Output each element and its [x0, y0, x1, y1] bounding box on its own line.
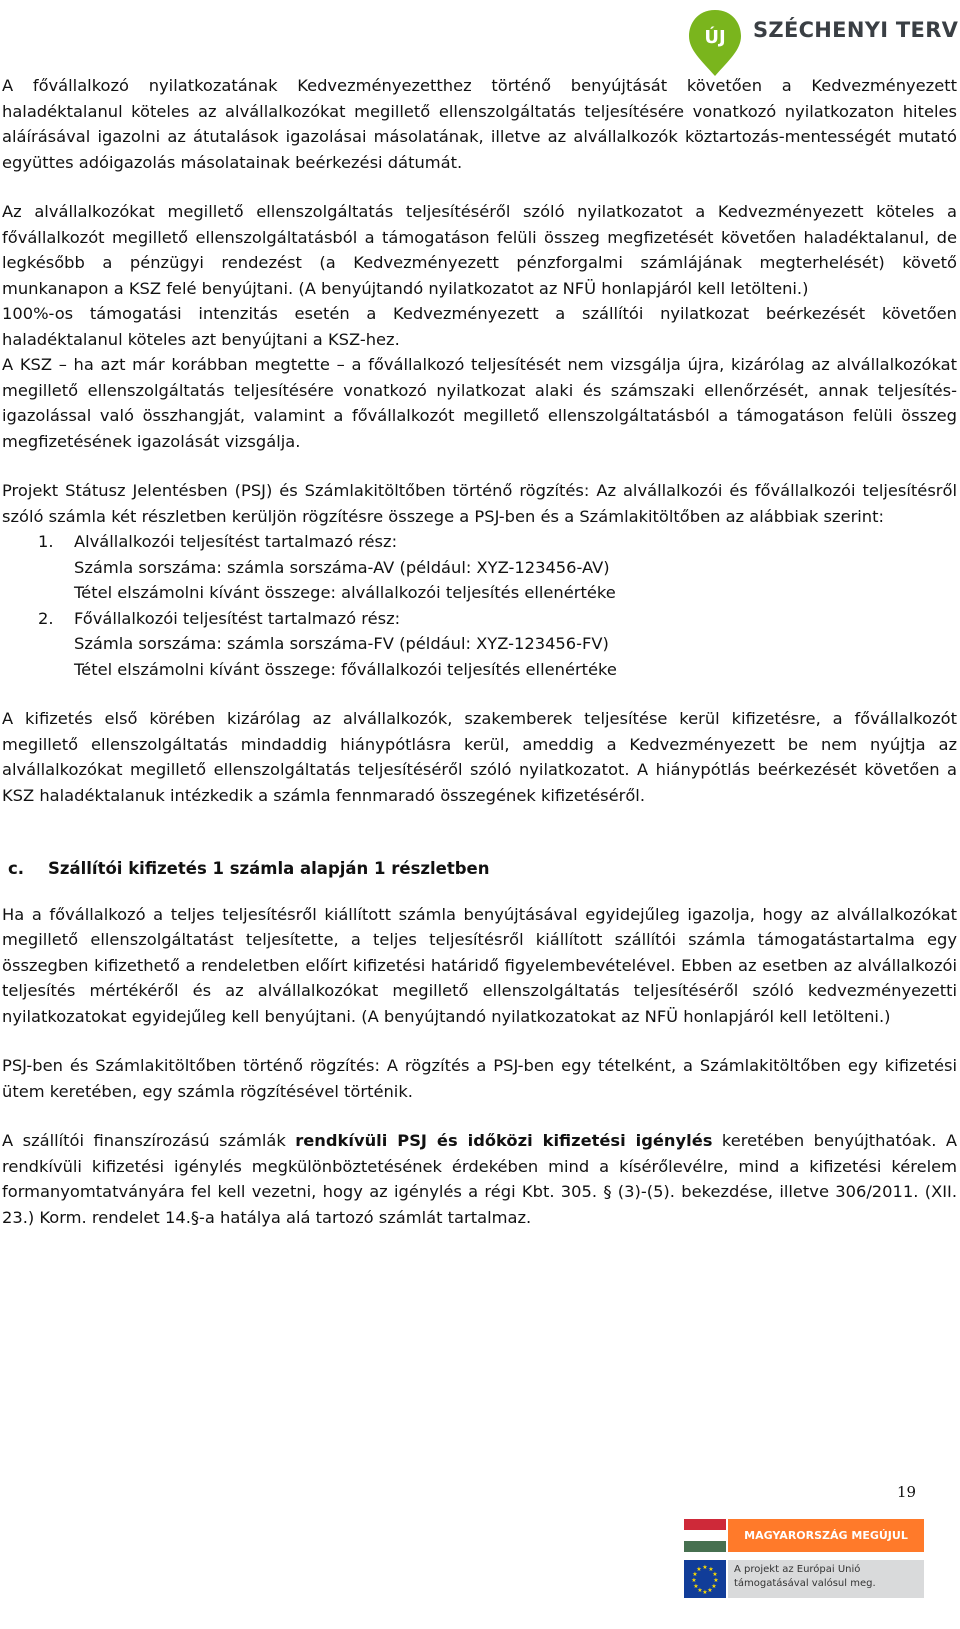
paragraph-7: Ha a fővállalkozó a teljes teljesítésről kiállított számla benyújtásával egyidejűleg igazolja, hogy az alvállalkozókat megillető ellenszolgáltatást teljesítette, a teljes teljesítésről kiállított szállítói számla támogatástartalma egy összegben kifizethető a rendeletben előírt kifizetési határidő figyelembevételével. Ebben az esetben az alvállalkozói teljesítés mértékéről és az alvállalkozókat megillető ellenszolgáltatás teljesítéséről szóló kedvezményezetti nyilatkozatokat egyidejűleg kell benyújtani. (A benyújtandó nyilatkozatokat az NFÜ honlapjáról kell letölteni.)	[2, 904, 957, 1026]
svg-text:★: ★	[691, 1577, 697, 1584]
paragraph-9-end: keretében benyújthatóak. A rendkívüli kifizetési igénylés megkülönböztetésének érdekében mind a kísérőlevélre, mind a kifizetési kérelem formanyomtatványára fel kell vezetni, hogy az igénylés a régi Kbt. 305. § (3)-(5). bekezdése, illetve 306/2011. (XII. 23.) Korm. rendelet 14.§-a hatálya alá tartozó számlát tartalmaz.	[2, 1131, 957, 1227]
list-item-title: Alvállalkozói teljesítést tartalmazó rész:	[74, 532, 398, 551]
svg-text:★: ★	[702, 1589, 708, 1596]
svg-text:★: ★	[707, 1587, 713, 1594]
svg-text:★: ★	[693, 1583, 699, 1590]
section-heading	[2, 856, 957, 882]
paragraph-6: A kifizetés első körében kizárólag az alvállalkozók, szakemberek teljesítése kerül kifizetésre, a fővállalkozót megillető ellenszolgáltatás mindaddig hiánypótlásra kerül, ameddig a Kedvezményezett be nem nyújtja az alvállalkozókat megillető ellenszolgáltatás teljesítéséről szóló nyilatkozatot. A hiánypótlás beérkezését követően a KSZ haladéktalanuk intézkedik a számla fennmaradó összegének kifizetéséről.	[2, 709, 957, 805]
svg-text:★: ★	[702, 1564, 708, 1571]
logo-mark: ÚJ	[704, 27, 726, 48]
page-number: 19	[897, 1483, 917, 1501]
section-number: c.	[8, 859, 25, 878]
logo-text: SZÉCHENYI TERV	[753, 18, 959, 42]
numbered-list	[2, 529, 957, 682]
eu-funding-logo	[684, 1519, 924, 1611]
paragraph-9	[2, 1128, 957, 1230]
hungarian-flag-icon	[684, 1519, 726, 1552]
paragraph-2: Az alvállalkozókat megillető ellenszolgáltatás teljesítéséről szóló nyilatkozatot a Kedvezményezett köteles a fővállalkozót megillető ellenszolgáltatásból a támogatáson felüli összeg megfizetését követően haladéktalanul, de legkésőbb a pénzügyi rendezést (a Kedvezményezett pénzforgalmi számlájának megterhelését) követő munkanapon a KSZ felé benyújtani. (A benyújtandó nyilatkozatot az NFÜ honlapjáról kell letölteni.)	[2, 202, 957, 298]
paragraph-5: Projekt Státusz Jelentésben (PSJ) és Számlakitöltőben történő rögzítés: Az alvállalkozói és fővállalkozói teljesítésről szóló számla két részletben kerüljön rögzítésre összege a PSJ-ben és a Számlakitöltőben az alábbiak szerint:	[2, 481, 957, 526]
paragraph-9-bold: rendkívüli PSJ és időközi kifizetési igénylés	[295, 1131, 713, 1150]
paragraph-1: A fővállalkozó nyilatkozatának Kedvezményezetthez történő benyújtását követően a Kedvezményezett haladéktalanul köteles az alvállalkozókat megillető ellenszolgáltatás teljesítésére vonatkozó nyilatkozaton hiteles aláírásával igazolni az átutalások igazolásai másolatának, illetve az alvállalkozók köztartozás-mentességét mutató együttes adóigazolás másolatainak beérkezési dátumát.	[2, 76, 957, 172]
list-item	[2, 529, 957, 606]
list-item-line: Számla sorszáma: számla sorszáma-AV (például: XYZ-123456-AV)	[74, 557, 610, 577]
svg-text:★: ★	[692, 1571, 698, 1578]
list-item-line: Számla sorszáma: számla sorszáma-FV (például: XYZ-123456-FV)	[74, 634, 609, 653]
document-body	[2, 73, 957, 1230]
leaf-logo-icon	[685, 6, 745, 76]
svg-text:★: ★	[711, 1583, 717, 1590]
list-item	[2, 606, 957, 683]
banner-text: MAGYARORSZÁG MEGÚJUL	[728, 1519, 924, 1552]
svg-text:★: ★	[708, 1566, 714, 1573]
list-item-title: Fővállalkozói teljesítést tartalmazó rész:	[74, 608, 401, 628]
paragraph-4: A KSZ – ha azt már korábban megtette – a fővállalkozó teljesítését nem vizsgálja újra, kizárólag az alvállalkozókat megillető ellenszolgáltatás teljesítésére vonatkozó nyilatkozat alaki és számszaki ellenőrzését, annak teljesítés-igazolással való összhangját, valamint a fővállalkozót megillető ellenszolgáltatásból a támogatáson felüli összeg megfizetésének igazolását vizsgálja.	[2, 355, 957, 451]
eu-text-line: A projekt az Európai Unió	[734, 1564, 861, 1575]
eu-text	[734, 1563, 876, 1591]
list-item-number: 1.	[38, 532, 54, 551]
paragraph-3: 100%-os támogatási intenzitás esetén a Kedvezményezett a szállítói nyilatkozat beérkezését követően haladéktalanul köteles azt benyújtani a KSZ-hez.	[2, 304, 957, 349]
eu-flag-icon	[684, 1560, 726, 1598]
svg-text:★: ★	[696, 1566, 702, 1573]
section-title: Szállítói kifizetés 1 számla alapján 1 részletben	[48, 859, 490, 878]
list-item-line: Tétel elszámolni kívánt összege: fővállalkozói teljesítés ellenértéke	[74, 659, 617, 679]
paragraph-9-start: A szállítói finanszírozású számlák	[2, 1131, 296, 1150]
paragraph-8: PSJ-ben és Számlakitöltőben történő rögzítés: A rögzítés a PSJ-ben egy tételként, a Számlakitöltőben egy kifizetési ütem keretében, egy számla rögzítésével történik.	[2, 1056, 957, 1101]
list-item-line: Tétel elszámolni kívánt összege: alvállalkozói teljesítés ellenértéke	[74, 583, 616, 602]
eu-text-line: támogatásával valósul meg.	[734, 1578, 876, 1589]
szechenyi-terv-logo	[704, 6, 959, 76]
svg-text:★: ★	[713, 1577, 719, 1584]
svg-text:★: ★	[712, 1571, 718, 1578]
list-item-number: 2.	[38, 608, 54, 628]
svg-text:★: ★	[697, 1587, 703, 1594]
